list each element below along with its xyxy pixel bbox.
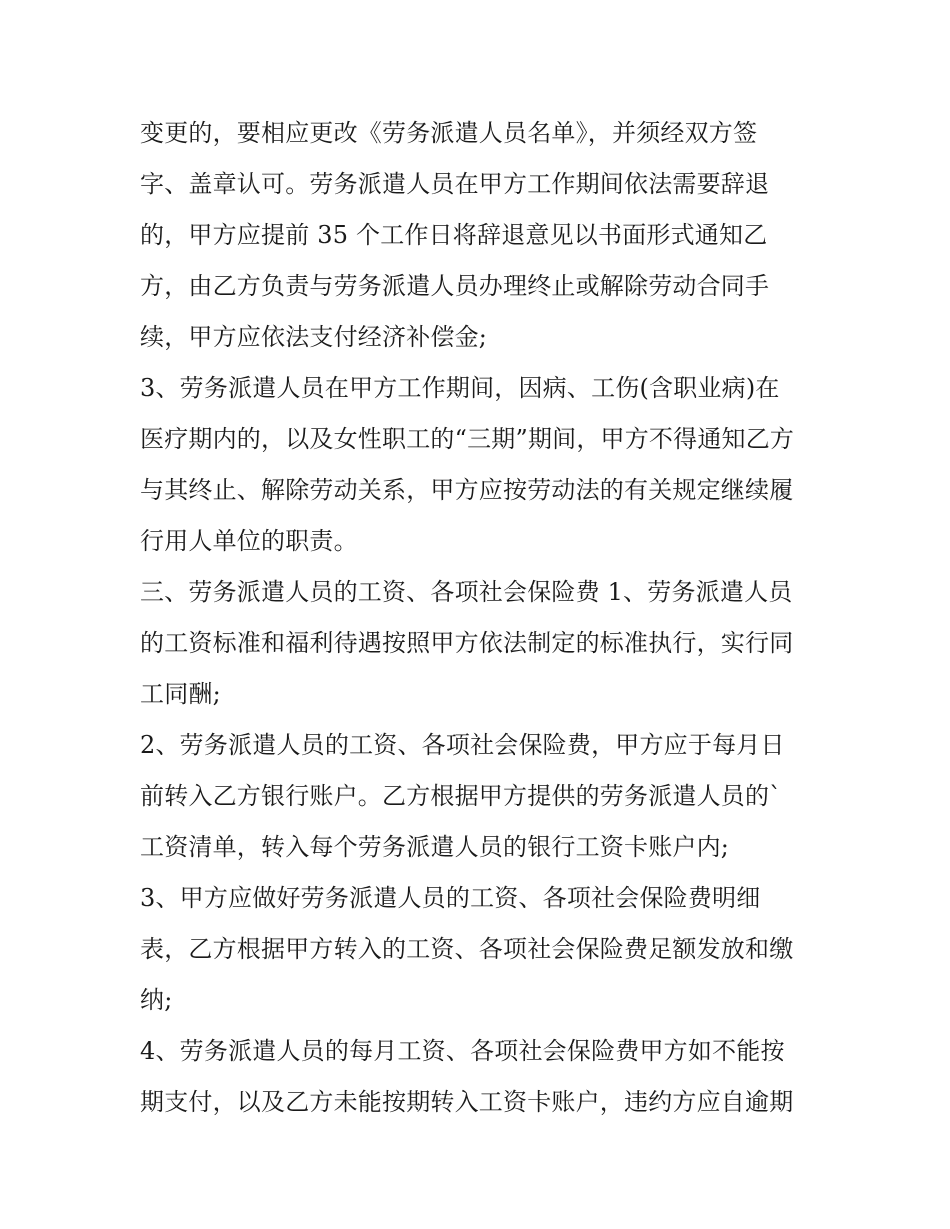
text-line: 3、劳务派遣人员在甲方工作期间，因病、工伤(含职业病)在 [140,374,780,402]
text-line: 行用人单位的职责。 [140,527,358,555]
text-line: 的，甲方应提前 35 个工作日将辞退意见以书面形式通知乙 [140,221,768,249]
text-line: 纳; [140,986,173,1014]
text-line: 期支付，以及乙方未能按期转入工资卡账户，违约方应自逾期 [140,1088,794,1116]
text-line: 续，甲方应依法支付经济补偿金; [140,323,488,351]
text-line: 方，由乙方负责与劳务派遣人员办理终止或解除劳动合同手 [140,272,770,300]
text-line: 工资清单，转入每个劳务派遣人员的银行工资卡账户内; [140,833,730,861]
text-line: 前转入乙方银行账户。乙方根据甲方提供的劳务派遣人员的` [140,782,782,810]
text-line: 工同酬; [140,680,221,708]
text-line: 的工资标准和福利待遇按照甲方依法制定的标准执行，实行同 [140,629,794,657]
text-line: 表，乙方根据甲方转入的工资、各项社会保险费足额发放和缴 [140,935,794,963]
text-line: 与其终止、解除劳动关系，甲方应按劳动法的有关规定继续履 [140,476,794,504]
text-line: 变更的，要相应更改《劳务派遣人员名单》，并须经双方签 [140,119,758,147]
text-line: 医疗期内的，以及女性职工的“三期”期间，甲方不得通知乙方 [140,425,795,453]
text-line: 4、劳务派遣人员的每月工资、各项社会保险费甲方如不能按 [140,1037,785,1065]
text-line: 3、甲方应做好劳务派遣人员的工资、各项社会保险费明细 [140,884,761,912]
section-heading-line: 三、劳务派遣人员的工资、各项社会保险费 1、劳务派遣人员 [140,578,793,606]
text-line: 字、盖章认可。劳务派遣人员在甲方工作期间依法需要辞退 [140,170,770,198]
document-body [140,108,820,1128]
text-line: 2、劳务派遣人员的工资、各项社会保险费，甲方应于每月日 [140,731,785,759]
